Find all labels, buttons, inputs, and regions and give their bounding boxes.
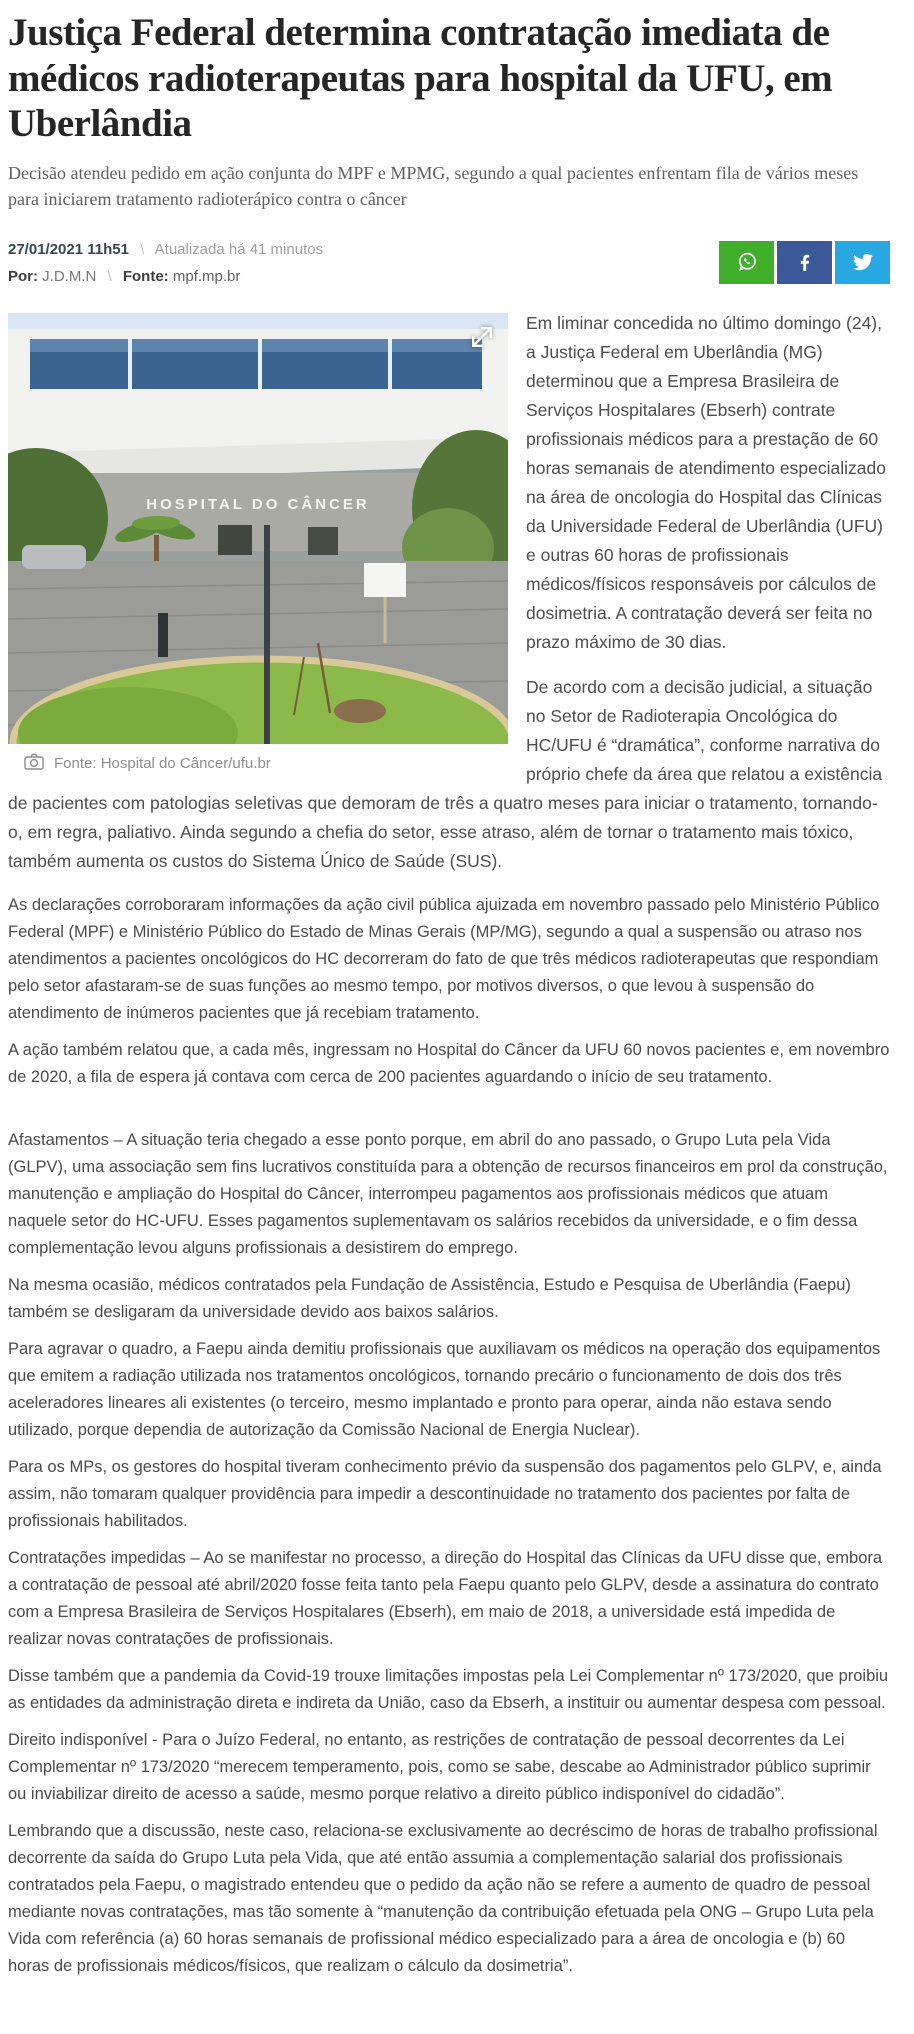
date-line xyxy=(8,241,323,258)
article-meta xyxy=(8,241,323,285)
paragraph: Afastamentos – A situação teria chegado a esse ponto porque, em abril do ano passado, o Grupo Luta pela Vida (GLPV), uma associação sem fins lucrativos constituída para a obtenção de recursos financeiros em prol da construção, manutenção e ampliação do Hospital do Câncer, interrompeu pagamentos aos profissionais médicos que atuam naquele setor do HC-UFU. Esses pagamentos suplementavam os salários recebidos da universidade, e o fim dessa complementação levou alguns profissionais a desistirem do emprego. xyxy=(8,1130,888,1257)
paragraph: Direito indisponível - Para o Juízo Federal, no entanto, as restrições de contratação de pessoal decorrentes da Lei Complementar nº 173/2020 “merecem temperamento, pois, como se sabe, descabe ao Administrador público suprimir ou inviabilizar direito de acesso a saúde, mesmo porque relativo a direito público indisponível do cidadão”. xyxy=(8,1730,871,1803)
photo-caption-text: Fonte: Hospital do Câncer/ufu.br xyxy=(54,754,271,772)
share-facebook-button[interactable] xyxy=(777,241,832,284)
hospital-sign-text: HOSPITAL DO CÂNCER xyxy=(146,495,370,513)
facebook-icon xyxy=(793,250,817,274)
article-photo[interactable] xyxy=(8,313,508,744)
share-buttons xyxy=(719,241,890,284)
article-body xyxy=(8,309,890,1980)
photo-caption xyxy=(8,753,508,774)
published-date: 27/01/2021 11h51 xyxy=(8,240,129,258)
paragraph: Para agravar o quadro, a Faepu ainda demitiu profissionais que auxiliavam os médicos na operação dos equipamentos que emitem a radiação utilizada nos tratamentos oncológicos, tornando precário o funcionamento de dois dos três aceleradores lineares ali existentes (o terceiro, mesmo implantado e pronto para operar, ainda não estava sendo utilizado, porque dependia de autorização da Comissão Nacional de Energia Nuclear). xyxy=(8,1339,881,1439)
source-value: mpf.mp.br xyxy=(172,267,241,285)
paragraph: A ação também relatou que, a cada mês, ingressam no Hospital do Câncer da UFU 60 novos pacientes e, em novembro de 2020, a fila de espera já contava com cerca de 200 pacientes aguardando o início de seu tratamento. xyxy=(8,1040,890,1086)
whatsapp-icon xyxy=(735,250,759,274)
page-title: Justiça Federal determina contratação imediata de médicos radioterapeutas para hospital da UFU, em Uberlândia xyxy=(8,11,833,146)
paragraph: As declarações corroboraram informações da ação civil pública ajuizada em novembro passado pelo Ministério Público Federal (MPF) e Ministério Público do Estado de Minas Gerais (MP/MG), segundo a qual a suspensão ou atraso nos atendimentos a pacientes oncológicos do HC decorreram do fato de que três médicos radioterapeutas que respondiam pelo setor afastaram-se de suas funções ao mesmo tempo, por motivos diversos, o que levou à suspensão do atendimento de inúmeros pacientes que já recebiam tratamento. xyxy=(8,895,880,1022)
twitter-icon xyxy=(851,250,875,274)
article-figure xyxy=(8,313,508,774)
expand-icon[interactable] xyxy=(466,321,498,353)
article-meta-row xyxy=(8,241,890,285)
paragraph: Disse também que a pandemia da Covid-19 trouxe limitações impostas pela Lei Complementar nº 173/2020, que proibiu as entidades da administração direta e indireta da União, caso da Ebserh, a instituir ou aumentar despesa com pessoal. xyxy=(8,1666,889,1712)
hospital-photo-illustration xyxy=(8,313,508,744)
source-label: Fonte: xyxy=(122,267,169,285)
paragraph: Para os MPs, os gestores do hospital tiveram conhecimento prévio da suspensão dos pagamentos pelo GLPV, e, ainda assim, não tomaram qualquer providência para impedir a descontinuidade no tratamento dos pacientes por falta de profissionais habilitados. xyxy=(8,1457,882,1530)
updated-label: Atualizada há 41 minutos xyxy=(154,240,324,258)
byline xyxy=(8,268,323,285)
paragraph: Na mesma ocasião, médicos contratados pela Fundação de Assistência, Estudo e Pesquisa de Uberlândia (Faepu) também se desligaram da universidade devido aos baixos salários. xyxy=(8,1275,851,1321)
paragraph: Lembrando que a discussão, neste caso, relaciona-se exclusivamente ao decréscimo de horas de trabalho profissional decorrente da saída do Grupo Luta pela Vida, que até então assumia a complementação salarial dos profissionais contratados pela Faepu, o magistrado entendeu que o pedido da ação não se refere a aumento de quadro de pessoal mediante novas contratações, mas tão somente à “manutenção da contribuição efetuada pela ONG – Grupo Luta pela Vida com referência (a) 60 horas semanais de profissional médico especializado para a área de oncologia e (b) 60 horas de profissionais médicos/físicos, que realizam o cálculo da dosimetria”. xyxy=(8,1821,878,1975)
paragraph: Contratações impedidas – Ao se manifestar no processo, a direção do Hospital das Clínicas da UFU disse que, embora a contratação de pessoal até abril/2020 fosse feita tanto pela Faepu quanto pelo GLPV, desde a assinatura do contrato com a Empresa Brasileira de Serviços Hospitalares (Ebserh), em maio de 2018, a universidade está impedida de realizar novas contratações de profissionais. xyxy=(8,1548,883,1648)
paragraph: De acordo com a decisão judicial, a situação no Setor de Radioterapia Oncológica do HC/UFU é “dramática”, conforme narrativa do próprio chefe da área que relatou a existência de pacientes com patologias seletivas que demoram de três a quatro meses para iniciar o tratamento, tornando-o, em regra, paliativo. Ainda segundo a chefia do setor, esse atraso, além de tornar o tratamento mais tóxico, também aumenta os custos do Sistema Único de Saúde (SUS). xyxy=(8,676,883,871)
byline-author: J.D.M.N xyxy=(42,267,97,285)
camera-icon xyxy=(24,753,44,774)
share-whatsapp-button[interactable] xyxy=(719,241,774,284)
meta-separator: \ xyxy=(140,240,145,258)
paragraph: Em liminar concedida no último domingo (24), a Justiça Federal em Uberlândia (MG) determinou que a Empresa Brasileira de Serviços Hospitalares (Ebserh) contrate profissionais médicos para a prestação de 60 horas semanais de atendimento especializado na área de oncologia do Hospital das Clínicas da Universidade Federal de Uberlândia (UFU) e outras 60 horas de profissionais médicos/físicos responsáveis por cálculos de dosimetria. A contratação deverá ser feita no prazo máximo de 30 dias. xyxy=(526,312,886,652)
byline-separator: \ xyxy=(107,267,112,285)
article-subheadline: Decisão atendeu pedido em ação conjunta do MPF e MPMG, segundo a qual pacientes enfrentam fila de vários meses para iniciarem tratamento radioterápico contra o câncer xyxy=(8,162,859,209)
byline-label: Por: xyxy=(8,267,38,285)
share-twitter-button[interactable] xyxy=(835,241,890,284)
